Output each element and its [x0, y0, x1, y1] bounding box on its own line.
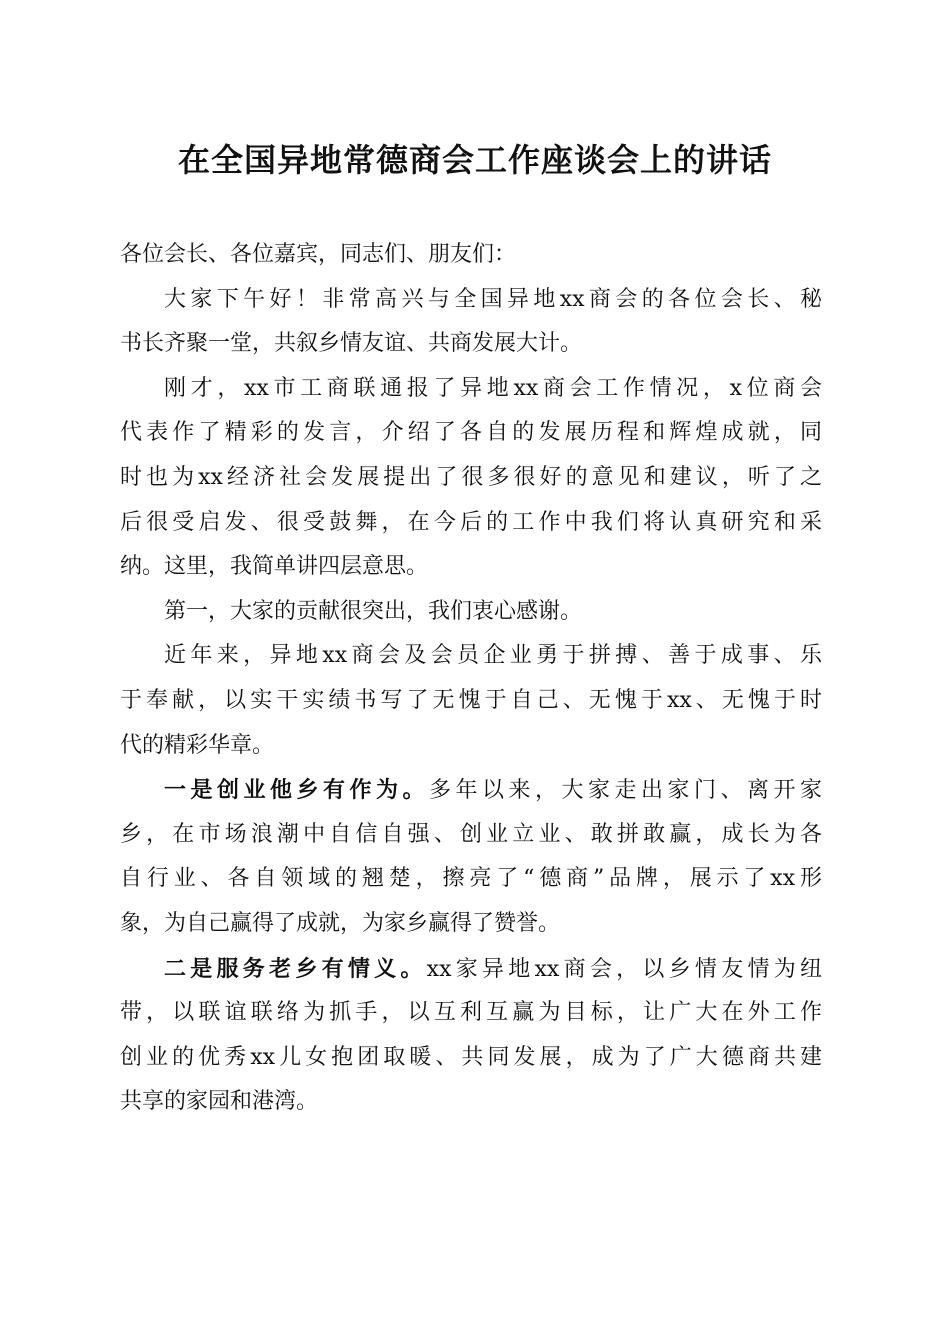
text-line: 共享的家园和港湾。: [120, 1089, 319, 1115]
text-line: 乡，在市场浪潮中自信自强、创业立业、敢拼敢赢，成长为各: [120, 821, 822, 847]
text-line: 近年来，异地xx商会及会员企业勇于拼搏、善于成事、乐: [164, 643, 822, 669]
point-text: 多年以来，大家走出家门、离开家: [429, 778, 822, 804]
document-title: 在全国异地常德商会工作座谈会上的讲话: [177, 141, 772, 179]
salutation: 各位会长、各位嘉宾，同志们、朋友们：: [120, 242, 517, 267]
text-line: 代表作了精彩的发言，介绍了各自的发展历程和辉煌成就，同: [120, 420, 822, 446]
text-line: 代的精彩华章。: [120, 732, 275, 758]
point-lead: 一是创业他乡有作为。: [164, 777, 429, 804]
section-heading-1: 第一，大家的贡献很突出，我们衷心感谢。: [164, 598, 583, 624]
document-body: [120, 233, 822, 1125]
point-lead: 二是服务老乡有情义。: [164, 955, 427, 982]
text-line: 带，以联谊联络为抓手，以互利互赢为目标，让广大在外工作: [120, 1000, 822, 1026]
text-line: 于奉献，以实干实绩书写了无愧于自己、无愧于xx、无愧于时: [120, 687, 822, 713]
text-line: 纳。这里，我简单讲四层意思。: [120, 554, 429, 580]
text-line: 刚才，xx市工商联通报了异地xx商会工作情况，x位商会: [164, 375, 822, 401]
paragraph-point-1: [120, 768, 822, 946]
paragraph-point-2: [120, 947, 822, 1125]
text-line: [120, 947, 822, 992]
paragraph-contribution: [120, 634, 822, 768]
paragraph-intro: [120, 367, 822, 590]
text-line: 后很受启发、很受鼓舞，在今后的工作中我们将认真研究和采: [120, 509, 822, 535]
text-line: 时也为xx经济社会发展提出了很多很好的意见和建议，听了之: [120, 464, 822, 490]
text-line: 象，为自己赢得了成就，为家乡赢得了赞誉。: [120, 910, 561, 936]
text-line: 创业的优秀xx儿女抱团取暖、共同发展，成为了广大德商共建: [120, 1044, 822, 1070]
text-line: 自行业、各自领域的翘楚，擦亮了“德商”品牌，展示了xx形: [120, 866, 822, 892]
point-text: xx家异地xx商会，以乡情友情为纽: [426, 956, 822, 982]
text-line: 书长齐聚一堂，共叙乡情友谊、共商发展大计。: [120, 331, 583, 357]
paragraph-greeting: [120, 278, 822, 367]
text-line: 大家下午好！非常高兴与全国异地xx商会的各位会长、秘: [164, 286, 822, 312]
text-line: [120, 768, 822, 813]
